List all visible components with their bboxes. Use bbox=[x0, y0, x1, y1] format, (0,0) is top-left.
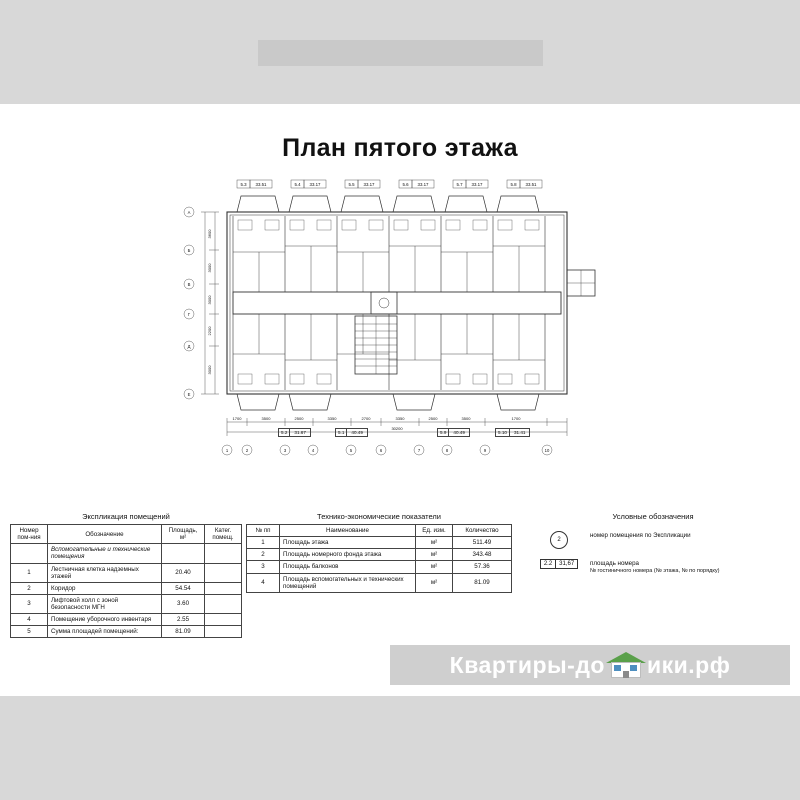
table-row bbox=[11, 594, 242, 613]
apt-tag-bottom-3 bbox=[437, 428, 470, 437]
col-header-unit: Ед. изм. bbox=[416, 525, 453, 537]
dim-label-left: 2200 bbox=[207, 326, 212, 336]
apt-tag-code: 5.4 bbox=[294, 182, 301, 187]
cell-name: Лестничная клетка надземных этажей bbox=[48, 563, 162, 582]
apt-tag-code: 5.2 bbox=[278, 428, 290, 437]
apt-tag-area: 31.67 bbox=[290, 428, 311, 437]
apt-tag-area: 33.51 bbox=[255, 182, 267, 187]
cell-value: 343.48 bbox=[453, 549, 512, 561]
cell-num: 4 bbox=[11, 614, 48, 626]
axis-label: А bbox=[187, 210, 191, 215]
explication-caption: Экспликация помещений bbox=[82, 512, 170, 521]
table-section-row bbox=[11, 544, 242, 563]
dim-label: 2500 bbox=[294, 416, 304, 421]
dim-label: 3350 bbox=[395, 416, 405, 421]
legend-symbol-box bbox=[528, 559, 590, 569]
cell-value: 81.09 bbox=[453, 573, 512, 592]
cell-name: Площадь балконов bbox=[280, 561, 416, 573]
legend-symbol-circle bbox=[528, 531, 590, 549]
axis-label: 5 bbox=[349, 448, 353, 453]
table-row bbox=[247, 561, 512, 573]
axis-label: Г bbox=[187, 312, 191, 317]
col-header-num: № пп bbox=[247, 525, 280, 537]
cell-num: 4 bbox=[247, 573, 280, 592]
axis-label: В bbox=[187, 282, 191, 287]
table-row-total bbox=[11, 626, 242, 638]
axis-label: 8 bbox=[445, 448, 449, 453]
cell-num: 2 bbox=[247, 549, 280, 561]
cell-name: Площадь вспомогательных и технических помещений bbox=[280, 573, 416, 592]
room-tag-code: 2.2 bbox=[540, 559, 556, 569]
watermark-text-right: ики.рф bbox=[646, 651, 731, 678]
apt-tag-code: 5.3 bbox=[240, 182, 247, 187]
cell-value: 511.49 bbox=[453, 537, 512, 549]
cell-cat bbox=[205, 614, 242, 626]
table-header-row bbox=[247, 525, 512, 537]
section-label: Вспомогательные и технические помещения bbox=[48, 544, 162, 563]
cell-name: Сумма площадей помещений: bbox=[48, 626, 162, 638]
cell-unit: м² bbox=[416, 537, 453, 549]
legend-item-text: номер помещения по Экспликации bbox=[590, 532, 691, 539]
apt-tag-bottom-2 bbox=[335, 428, 368, 437]
apt-tag-bottom-4 bbox=[495, 428, 530, 437]
axis-label: 4 bbox=[311, 448, 315, 453]
house-icon bbox=[606, 652, 646, 678]
apt-tag-code: 5.10 bbox=[495, 428, 510, 437]
cell-num: 2 bbox=[11, 582, 48, 594]
dim-label-left: 3000 bbox=[207, 263, 212, 273]
apt-tag-code: 5.6 bbox=[402, 182, 409, 187]
cell-cat bbox=[205, 626, 242, 638]
cell-num: 3 bbox=[247, 561, 280, 573]
col-header-name: Наименование bbox=[280, 525, 416, 537]
section-cat bbox=[205, 544, 242, 563]
cell-num: 3 bbox=[11, 594, 48, 613]
tep-table bbox=[246, 524, 512, 593]
axis-label: 6 bbox=[379, 448, 383, 453]
axis-label: 10 bbox=[544, 448, 550, 453]
cell-unit: м² bbox=[416, 573, 453, 592]
axis-label: Д bbox=[187, 344, 191, 349]
cell-name: Помещение уборочного инвентаря bbox=[48, 614, 162, 626]
table-header-row bbox=[11, 525, 242, 544]
legend-item-note: № гостиничного номера (№ этажа, № по порядку) bbox=[590, 568, 720, 575]
apt-tag-area: 33.51 bbox=[525, 182, 537, 187]
cell-num: 5 bbox=[11, 626, 48, 638]
cell-cat bbox=[205, 563, 242, 582]
cell-name: Лифтовой холл с зоной безопасности МГН bbox=[48, 594, 162, 613]
col-header-name: Обозначение bbox=[48, 525, 162, 544]
cell-num: 1 bbox=[247, 537, 280, 549]
axis-label: Е bbox=[187, 392, 191, 397]
axis-label: 2 bbox=[245, 448, 249, 453]
bottom-grey-band bbox=[0, 696, 800, 800]
dim-label: 2700 bbox=[361, 416, 371, 421]
cell-area: 54.54 bbox=[162, 582, 205, 594]
axis-label: 7 bbox=[417, 448, 421, 453]
legend-item-text: площадь номера bbox=[590, 560, 639, 567]
section-area bbox=[162, 544, 205, 563]
dim-label-left: 3600 bbox=[207, 229, 212, 239]
legend-item-room-area bbox=[528, 559, 778, 576]
col-header-value: Количество bbox=[453, 525, 512, 537]
apt-tag-code: 5.8 bbox=[510, 182, 517, 187]
watermark bbox=[390, 645, 790, 685]
col-header-category: Катег. помещ. bbox=[205, 525, 242, 544]
dim-label: 3500 bbox=[261, 416, 271, 421]
cell-cat bbox=[205, 582, 242, 594]
explication-table bbox=[10, 524, 242, 638]
dim-label: 3500 bbox=[461, 416, 471, 421]
cell-area: 2.55 bbox=[162, 614, 205, 626]
cell-num: 1 bbox=[11, 563, 48, 582]
dim-label: 1700 bbox=[232, 416, 242, 421]
axis-label: 3 bbox=[283, 448, 287, 453]
apt-tag-code: 5.7 bbox=[456, 182, 463, 187]
watermark-text-left: Квартиры-до bbox=[449, 651, 605, 678]
apt-tag-bottom-1 bbox=[278, 428, 311, 437]
table-row bbox=[247, 549, 512, 561]
cell-name: Площадь этажа bbox=[280, 537, 416, 549]
dim-label: 1700 bbox=[511, 416, 521, 421]
apt-tag-area: 31.41 bbox=[510, 428, 531, 437]
col-header-num: Номер пом-ния bbox=[11, 525, 48, 544]
table-row bbox=[11, 614, 242, 626]
dim-label-left: 3000 bbox=[207, 295, 212, 305]
apt-tag-area: 40.49 bbox=[347, 428, 368, 437]
drawing-sheet bbox=[0, 104, 800, 696]
legend-item-room-number bbox=[528, 531, 778, 549]
legend-title: Условные обозначения bbox=[612, 512, 694, 521]
apt-tag-code: 5.5 bbox=[348, 182, 355, 187]
table-row bbox=[11, 563, 242, 582]
axis-label: Б bbox=[187, 248, 191, 253]
tep-caption: Технико-экономические показатели bbox=[317, 512, 441, 521]
tep-block bbox=[246, 512, 512, 593]
legend-block bbox=[528, 512, 778, 586]
apt-tag-area: 33.17 bbox=[417, 182, 429, 187]
apt-tag-code: 5.9 bbox=[437, 428, 449, 437]
apt-tag-code: 5.1 bbox=[335, 428, 347, 437]
table-row bbox=[247, 573, 512, 592]
explication-block bbox=[10, 512, 242, 638]
cell-unit: м² bbox=[416, 549, 453, 561]
dim-label: 2500 bbox=[428, 416, 438, 421]
cell-area: 20.40 bbox=[162, 563, 205, 582]
room-number-circle-icon: 2 bbox=[550, 531, 568, 549]
apt-tag-area: 33.17 bbox=[471, 182, 483, 187]
axis-label: 9 bbox=[483, 448, 487, 453]
dim-label-left: 3000 bbox=[207, 365, 212, 375]
room-tag-area: 31,67 bbox=[556, 559, 578, 569]
cell-name: Коридор bbox=[48, 582, 162, 594]
cell-area: 3.60 bbox=[162, 594, 205, 613]
table-row bbox=[11, 582, 242, 594]
room-tag-box-icon bbox=[540, 559, 578, 569]
cell-cat bbox=[205, 594, 242, 613]
apt-tag-area: 33.17 bbox=[363, 182, 375, 187]
axis-label: 1 bbox=[225, 448, 229, 453]
apt-tag-area: 40.49 bbox=[449, 428, 470, 437]
floor-plan-drawing bbox=[175, 174, 635, 464]
apt-tag-area: 33.17 bbox=[309, 182, 321, 187]
cell-area: 81.09 bbox=[162, 626, 205, 638]
dim-total-label: 30200 bbox=[391, 426, 403, 431]
page-title: План пятого этажа bbox=[282, 134, 518, 162]
col-header-area: Площадь, м² bbox=[162, 525, 205, 544]
cell-value: 57.36 bbox=[453, 561, 512, 573]
dim-label: 3350 bbox=[327, 416, 337, 421]
cell-name: Площадь номерного фонда этажа bbox=[280, 549, 416, 561]
top-watermark-bar bbox=[258, 40, 543, 66]
table-row bbox=[247, 537, 512, 549]
section-num bbox=[11, 544, 48, 563]
cell-unit: м² bbox=[416, 561, 453, 573]
